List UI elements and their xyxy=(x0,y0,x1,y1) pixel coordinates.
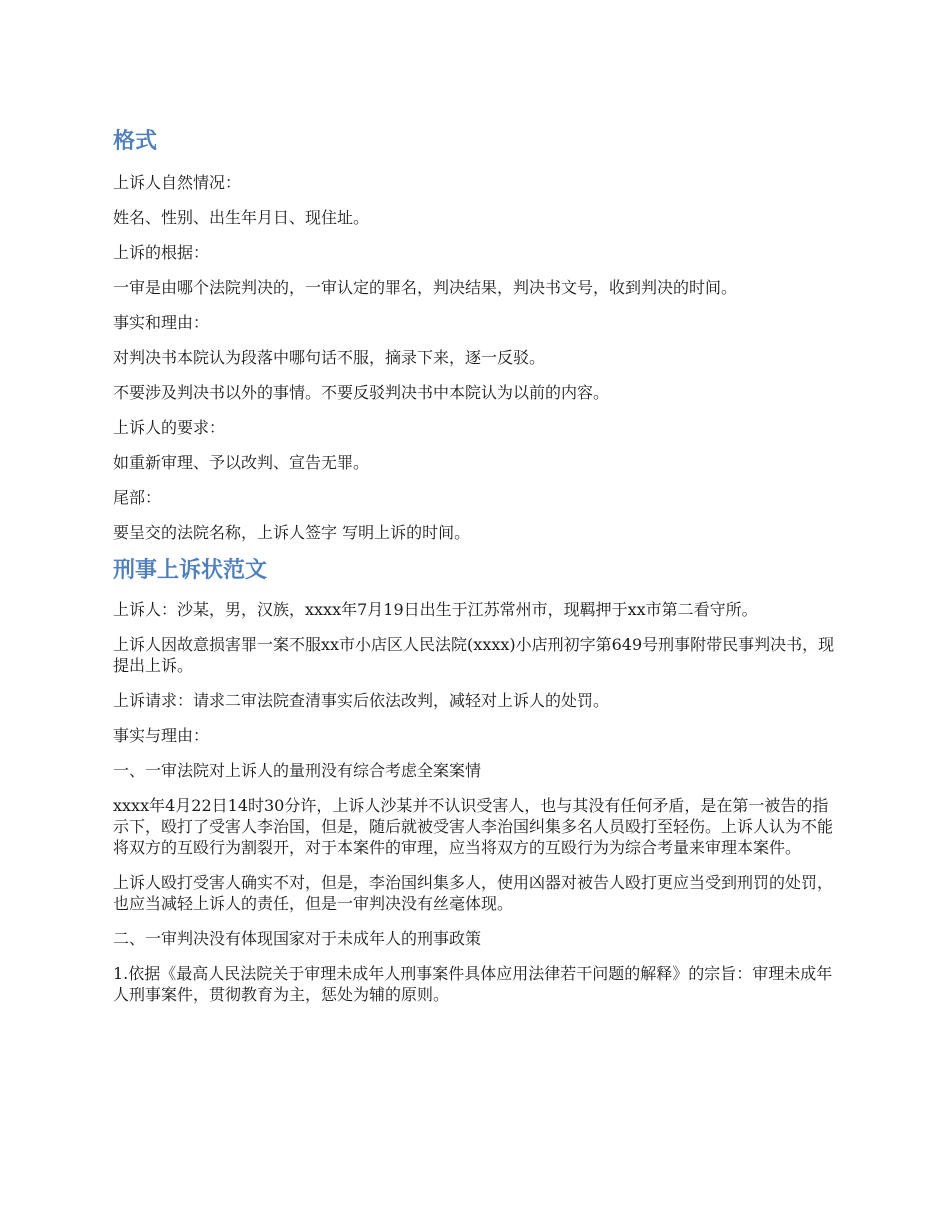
paragraph: 要呈交的法院名称，上诉人签字 写明上诉的时间。 xyxy=(113,523,471,542)
paragraph: 如重新审理、予以改判、宣告无罪。 xyxy=(113,453,370,472)
section-heading-format: 格式 xyxy=(113,129,158,154)
paragraph: 对判决书本院认为段落中哪句话不服，摘录下来，逐一反驳。 xyxy=(113,348,546,367)
paragraph: xxxx年4月22日14时30分许，上诉人沙某并不认识受害人，也与其没有任何矛盾，是在第一被告的指示下，殴打了受害人李治国，但是，随后就被受害人李治国纠集多名人员殴打至轻伤。上诉人认为不能将双方的互殴行为割裂开，对于本案件的审理，应当将双方的互殴行为为综合考量来审理本案件。 xyxy=(113,796,834,857)
paragraph: 尾部： xyxy=(113,488,162,507)
document-page xyxy=(113,122,843,1005)
paragraph: 一审是由哪个法院判决的，一审认定的罪名，判决结果，判决书文号，收到判决的时间。 xyxy=(113,278,738,297)
paragraph: 上诉人殴打受害人确实不对，但是，李治国纠集多人，使用凶器对被告人殴打更应当受到刑罚的处罚，也应当减轻上诉人的责任，但是一审判决没有丝毫体现。 xyxy=(113,873,834,913)
paragraph: 事实和理由： xyxy=(113,313,210,332)
section-heading-sample: 刑事上诉状范文 xyxy=(113,558,268,583)
paragraph: 二、一审判决没有体现国家对于未成年人的刑事政策 xyxy=(113,929,482,948)
paragraph: 1.依据《最高人民法院关于审理未成年人刑事案件具体应用法律若干问题的解释》的宗旨：审理未成年人刑事案件，贯彻教育为主，惩处为辅的原则。 xyxy=(113,964,833,1004)
paragraph: 姓名、性别、出生年月日、现住址。 xyxy=(113,208,370,227)
paragraph: 上诉人：沙某，男，汉族，xxxx年7月19日出生于江苏常州市，现羁押于xx市第二看守所。 xyxy=(113,600,758,619)
paragraph: 一、一审法院对上诉人的量刑没有综合考虑全案案情 xyxy=(113,761,482,780)
paragraph: 上诉人的要求： xyxy=(113,418,226,437)
paragraph: 上诉请求：请求二审法院查清事实后依法改判，减轻对上诉人的处罚。 xyxy=(113,691,610,710)
paragraph: 事实与理由： xyxy=(113,726,210,745)
paragraph: 上诉的根据： xyxy=(113,243,210,262)
paragraph: 上诉人因故意损害罪一案不服xx市小店区人民法院(xxxx)小店刑初字第649号刑事附带民事判决书，现提出上诉。 xyxy=(113,635,835,675)
paragraph: 上诉人自然情况： xyxy=(113,173,242,192)
paragraph: 不要涉及判决书以外的事情。不要反驳判决书中本院认为以前的内容。 xyxy=(113,383,610,402)
